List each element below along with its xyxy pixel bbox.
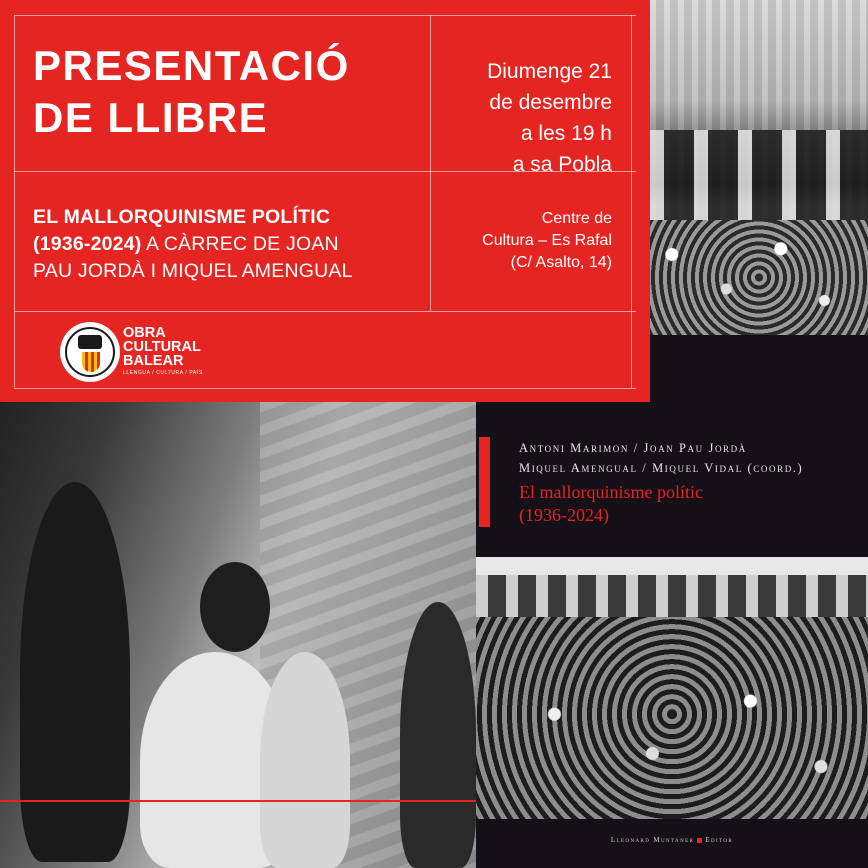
subtitle-presenters-start: A CÀRREC DE JOAN xyxy=(141,233,339,255)
title-line: (1936-2024) xyxy=(519,505,609,525)
organization-name xyxy=(123,326,201,368)
subtitle-line: EL MALLORQUINISME POLÍTIC xyxy=(33,206,331,228)
divider xyxy=(430,15,431,311)
authors-line: Miquel Amengual / Miquel Vidal (coord.) xyxy=(519,461,804,475)
subtitle-line xyxy=(33,231,428,258)
venue-line: Centre de xyxy=(541,210,612,227)
book-subtitle xyxy=(33,204,428,285)
headline xyxy=(33,40,350,144)
person-figure xyxy=(260,652,350,868)
seal-emblem xyxy=(78,335,102,349)
person-figure xyxy=(200,562,270,652)
headline-line: PRESENTACIÓ xyxy=(33,42,350,89)
publisher-role: Editor xyxy=(705,836,734,844)
torch-bearers-photo xyxy=(0,402,476,868)
divider xyxy=(14,15,636,16)
venue-line: Cultura – Es Rafal xyxy=(482,232,612,249)
subtitle-line: PAU JORDÀ I MIQUEL AMENGUAL xyxy=(33,260,353,282)
book-cover xyxy=(476,335,868,868)
divider xyxy=(14,311,636,312)
event-venue xyxy=(438,208,612,274)
sky xyxy=(476,557,868,575)
book-authors xyxy=(519,438,859,478)
date-line: Diumenge 21 xyxy=(487,60,612,83)
authors-line: Antoni Marimon / Joan Pau Jordà xyxy=(519,441,747,455)
publisher xyxy=(476,836,868,844)
date-line: a les 19 h xyxy=(520,122,612,145)
date-line: a sa Pobla xyxy=(512,153,612,176)
date-line: de desembre xyxy=(489,91,612,114)
venue-line: (C/ Asalto, 14) xyxy=(510,254,612,271)
red-rule xyxy=(0,800,476,802)
square-crowd-photo xyxy=(650,0,868,335)
logo-line: BALEAR xyxy=(123,353,184,369)
organization-tagline: LLENGUA / CULTURA / PAÍS xyxy=(123,370,203,376)
book-title xyxy=(519,481,859,527)
book-cover-photo xyxy=(476,557,868,819)
seal-shield xyxy=(82,352,100,372)
publisher-name: Lleonard Muntaner xyxy=(610,836,695,844)
publisher-dot xyxy=(697,838,702,843)
headline-line: DE LLIBRE xyxy=(33,94,269,141)
divider xyxy=(631,15,632,388)
person-figure xyxy=(400,602,476,868)
title-line: El mallorquinisme polític xyxy=(519,482,703,502)
red-marker xyxy=(479,437,490,527)
info-panel xyxy=(0,0,650,402)
logo-line: OBRA xyxy=(123,325,166,341)
crowd xyxy=(650,220,868,335)
subtitle-years: (1936-2024) xyxy=(33,233,142,255)
event-date xyxy=(438,56,612,180)
divider xyxy=(14,15,15,388)
person-figure xyxy=(20,482,130,862)
divider xyxy=(14,388,636,389)
logo-line: CULTURAL xyxy=(123,339,201,355)
obra-cultural-balear-seal-icon xyxy=(60,322,120,382)
